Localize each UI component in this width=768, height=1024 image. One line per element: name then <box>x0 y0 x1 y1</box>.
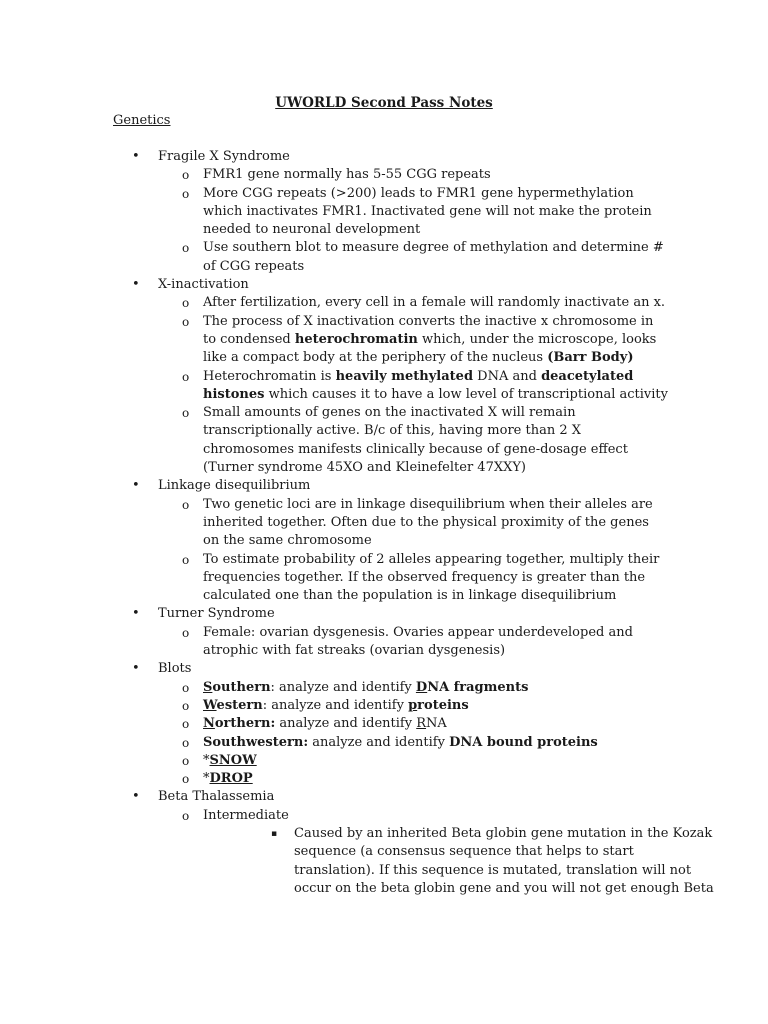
topic-label: Blots <box>158 661 192 677</box>
circle-marker: o <box>182 753 190 768</box>
circle-marker: o <box>182 717 190 732</box>
subitem-list <box>158 679 668 789</box>
item-text: More CGG repeats (>200) leads to FMR1 gene hypermethylation which inactivates FMR1. Inactivated gene will not make the protein needed to neuronal development <box>203 185 652 238</box>
subitem-list <box>158 496 668 606</box>
item-text: The process of X inactivation converts the inactive x chromosome in to condensed <box>203 313 654 347</box>
list-item <box>158 294 668 312</box>
blot-target: NA fragments <box>427 679 529 695</box>
blot-name: orthern: <box>214 716 276 732</box>
square-marker: ▪ <box>271 828 278 839</box>
subitem-list <box>158 166 668 276</box>
list-item-northern <box>158 715 668 733</box>
blot-name: estern <box>216 697 263 713</box>
topic-label: Linkage disequilibrium <box>158 478 311 494</box>
topic-label: Turner Syndrome <box>158 606 275 622</box>
circle-marker: o <box>182 186 190 201</box>
asterisk: * <box>203 771 210 787</box>
list-item-western <box>158 697 668 715</box>
list-item <box>158 807 714 898</box>
item-text: analyze and identify <box>308 734 450 750</box>
bullet-marker: • <box>132 478 140 494</box>
list-item <box>248 825 714 898</box>
circle-marker: o <box>182 406 190 421</box>
list-item <box>158 551 668 606</box>
mnemonic-letter: p <box>408 697 418 713</box>
item-text: : analyze and identify <box>270 679 416 695</box>
bold-term: (Barr Body) <box>547 350 634 366</box>
item-text: which, under the microscope, looks like a compact body at the periphery of the nucleus <box>203 331 657 366</box>
bold-term: heterochromatin <box>294 331 418 347</box>
subitem-list <box>158 807 714 898</box>
list-item-mnemonic <box>158 752 668 770</box>
mnemonic-letter: N <box>203 716 215 732</box>
circle-marker: o <box>182 698 190 713</box>
bullet-marker: • <box>132 789 140 805</box>
topic-label: Beta Thalassemia <box>158 789 275 805</box>
bullet-marker: • <box>132 149 140 164</box>
circle-marker: o <box>182 552 190 567</box>
circle-marker: o <box>182 680 190 695</box>
list-item <box>158 368 668 405</box>
list-item <box>158 166 668 184</box>
item-text: analyze and identify <box>275 716 417 732</box>
blot-target: DNA bound proteins <box>449 734 598 750</box>
bullet-marker: • <box>132 277 140 293</box>
item-text: Female: ovarian dysgenesis. Ovaries appear underdeveloped and atrophic with fat streaks (ovarian dysgenesis) <box>203 624 633 659</box>
section-heading: Genetics <box>113 113 171 128</box>
topic-fragile-x <box>0 148 768 276</box>
topic-label: X-inactivation <box>158 277 249 293</box>
circle-marker: o <box>182 772 190 787</box>
topic-beta-thalassemia <box>0 788 768 898</box>
circle-marker: o <box>182 296 190 311</box>
mnemonic-word: SNOW <box>209 752 257 768</box>
topic-label: Fragile X Syndrome <box>158 149 290 164</box>
item-text: Two genetic loci are in linkage disequilibrium when their alleles are inherited together. Often due to the physical proximity of the genes on the same chromosome <box>203 496 653 549</box>
topic-blots <box>0 660 768 788</box>
topic-list <box>0 148 768 898</box>
mnemonic-word: DROP <box>209 771 253 787</box>
topic-x-inactivation <box>0 276 768 477</box>
item-text: Caused by an inherited Beta globin gene mutation in the Kozak sequence (a consensus sequence that helps to start translation). If this sequence is mutated, translation will not occur on the beta globin gene and you will not get enough Beta <box>294 825 714 896</box>
bold-term: heavily methylated <box>335 368 474 384</box>
topic-linkage-disequilibrium <box>0 477 768 605</box>
item-text: To estimate probability of 2 alleles appearing together, multiply their frequencies together. If the observed frequency is greater than the calculated one than the population is in linkage disequilibrium <box>203 551 660 604</box>
blot-target: roteins <box>417 697 469 713</box>
mnemonic-letter: S <box>203 679 213 695</box>
blot-name: outhern <box>212 679 271 695</box>
list-item <box>158 404 668 477</box>
list-item <box>158 496 668 551</box>
item-text: Intermediate <box>203 807 289 823</box>
circle-marker: o <box>182 625 190 640</box>
list-item <box>158 624 668 661</box>
subitem-list <box>158 294 668 477</box>
topic-turner-syndrome <box>0 605 768 660</box>
blot-name: Southwestern: <box>203 734 309 750</box>
item-text: : analyze and identify <box>262 697 409 713</box>
mnemonic-letter: W <box>203 697 217 713</box>
circle-marker: o <box>182 314 190 329</box>
mnemonic-letter: R <box>416 716 427 732</box>
circle-marker: o <box>182 241 190 256</box>
item-text: Heterochromatin is <box>203 368 336 384</box>
circle-marker: o <box>182 808 190 823</box>
item-text: Use southern blot to measure degree of methylation and determine # of CGG repeats <box>203 240 664 274</box>
bold-term: deacetylated histones <box>203 368 634 402</box>
mnemonic-letter: D <box>415 679 428 695</box>
subsubitem-list <box>248 825 714 898</box>
item-text: FMR1 gene normally has 5-55 CGG repeats <box>203 167 491 183</box>
circle-marker: o <box>182 168 190 183</box>
list-item-southern <box>158 679 668 697</box>
circle-marker: o <box>182 369 190 384</box>
list-item <box>158 313 668 368</box>
list-item-southwestern <box>158 734 668 752</box>
asterisk: * <box>203 752 210 768</box>
page-title: UWORLD Second Pass Notes <box>275 95 493 111</box>
subitem-list <box>158 624 668 661</box>
item-text: Small amounts of genes on the inactivated X will remain transcriptionally active. B/c of this, having more than 2 X chromosomes manifests clinically because of gene-dosage effect (Turner syndrome 45XO and Kleinefelter 47XXY) <box>203 405 628 476</box>
item-text: DNA and <box>473 368 542 384</box>
bullet-marker: • <box>132 606 140 622</box>
item-text: which causes it to have a low level of transcriptional activity <box>264 386 668 402</box>
item-text: After fertilization, every cell in a female will randomly inactivate an x. <box>203 295 666 311</box>
bullet-marker: • <box>132 661 140 677</box>
blot-target: NA <box>426 716 447 732</box>
list-item-mnemonic <box>158 770 668 788</box>
list-item <box>158 185 668 240</box>
circle-marker: o <box>182 735 190 750</box>
circle-marker: o <box>182 497 190 512</box>
list-item <box>158 239 668 276</box>
